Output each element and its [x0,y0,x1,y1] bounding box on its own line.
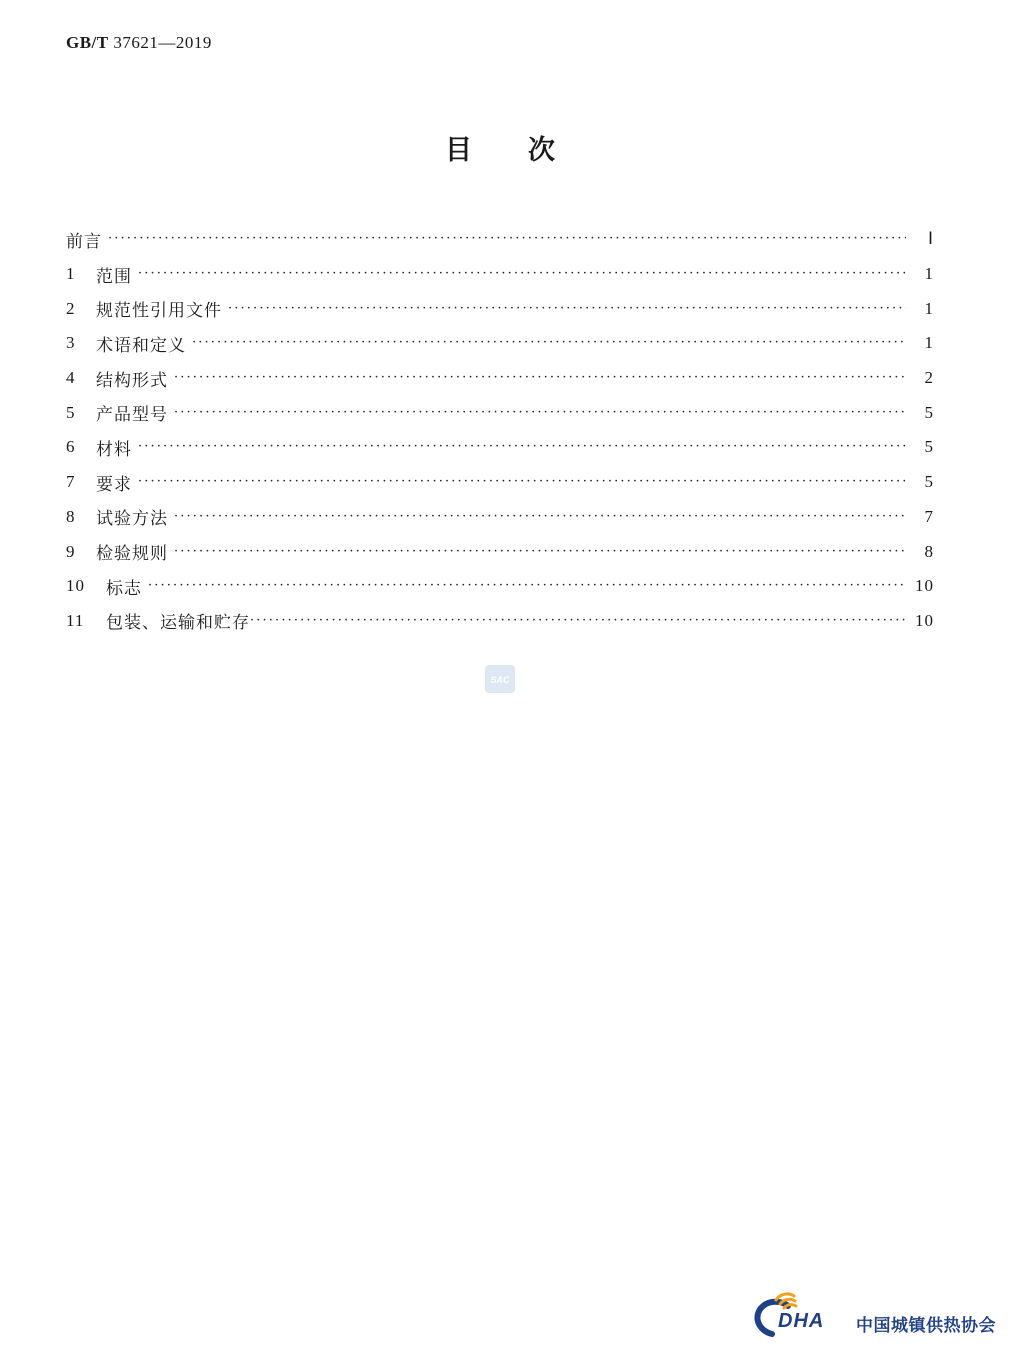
toc-entry-page: Ⅰ [927,229,934,249]
toc-entry-number: 3 [66,333,76,353]
toc-leader-dots [250,612,906,630]
toc-leader-dots [148,577,906,595]
toc-entry-test-methods[interactable] [66,500,934,535]
toc-entry-number: 11 [66,610,85,630]
toc-entry-page: 1 [924,298,934,318]
toc-leader-dots [174,369,906,387]
toc-entry-label: 范围 [96,266,132,287]
toc-entry-label: 包装、运输和贮存 [106,613,250,634]
toc-entry-page: 5 [924,402,934,422]
toc-entry-normative-references[interactable] [66,291,934,326]
toc-entry-label: 标志 [106,578,142,599]
toc-leader-dots [174,404,906,422]
toc-entry-number: 7 [66,472,76,492]
toc-leader-dots [192,334,906,352]
toc-leader-dots [174,543,906,561]
page-title: 目次 [445,135,611,166]
toc-entry-scope[interactable] [66,257,934,292]
toc-entry-label: 检验规则 [96,544,168,565]
toc-entry-number: 4 [66,368,76,388]
toc-entry-label: 结构形式 [96,370,168,391]
toc-entry-structure[interactable] [66,361,934,396]
standard-prefix: GB/T [66,33,109,52]
toc-entry-number: 6 [66,437,76,457]
toc-entry-page: 1 [924,333,934,353]
toc-entry-label: 试验方法 [96,509,168,530]
toc-entry-page: 5 [924,437,934,457]
toc-entry-page: 7 [924,506,934,526]
toc-entry-label: 要求 [96,474,132,495]
toc-entry-label: 材料 [96,439,132,460]
toc-entry-page: 5 [924,472,934,492]
toc-entry-label: 规范性引用文件 [96,301,222,322]
logo-text: DHA [778,1310,825,1332]
toc-entry-label: 产品型号 [96,405,168,426]
toc-leader-dots [138,473,906,491]
toc-leader-dots [228,300,906,318]
toc-entry-number: 10 [66,576,85,596]
toc-entry-marking[interactable] [66,569,934,604]
toc-entry-page: 10 [915,576,934,596]
toc-entry-packaging[interactable] [66,604,934,639]
toc-entry-terms[interactable] [66,326,934,361]
toc-entry-inspection[interactable] [66,534,934,569]
toc-leader-dots [108,230,906,248]
toc-entry-label: 术语和定义 [96,335,186,356]
toc-leader-dots [138,265,906,283]
toc-entry-page: 10 [915,610,934,630]
watermark-text: SAC [490,675,510,685]
toc-entry-page: 2 [924,368,934,388]
toc-entry-requirements[interactable] [66,465,934,500]
toc-entry-number: 1 [66,264,76,284]
toc-leader-dots [138,438,906,456]
standard-number: 37621—2019 [113,33,212,52]
table-of-contents [66,222,934,638]
toc-entry-number: 8 [66,506,76,526]
toc-entry-materials[interactable] [66,430,934,465]
toc-entry-model[interactable] [66,395,934,430]
toc-leader-dots [174,508,906,526]
sac-watermark-logo [485,665,515,693]
toc-entry-number: 2 [66,298,76,318]
footer-organization-name: 中国城镇供热协会 [856,1316,996,1336]
toc-entry-foreword[interactable] [66,222,934,257]
toc-entry-number: 9 [66,541,76,561]
toc-entry-number: 5 [66,402,76,422]
toc-entry-page: 8 [924,541,934,561]
standard-code [66,33,212,53]
toc-entry-page: 1 [924,264,934,284]
toc-entry-label: 前言 [66,231,102,252]
